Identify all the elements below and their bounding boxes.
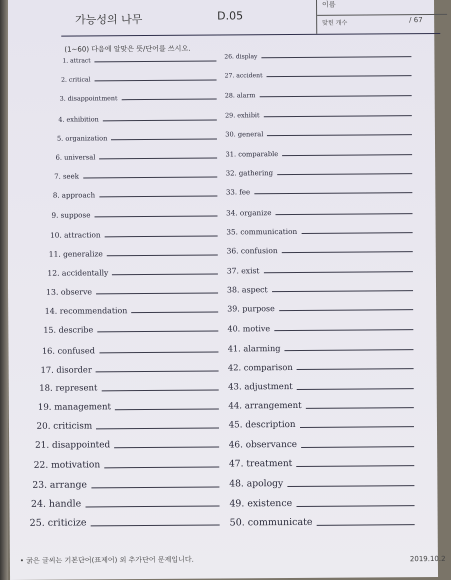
vocab-item: [45, 306, 219, 316]
answer-blank[interactable]: [296, 505, 414, 507]
vocab-item: [32, 478, 219, 490]
answer-blank[interactable]: [261, 56, 411, 58]
answer-blank[interactable]: [105, 235, 218, 237]
vocab-item: [225, 110, 412, 119]
vocab-word: 12. accidentally: [47, 268, 109, 278]
vocab-word: 9. suppose: [51, 210, 91, 221]
answer-blank[interactable]: [287, 485, 414, 487]
vocab-word: 8. approach: [52, 191, 96, 200]
vocab-word: 15. describe: [43, 325, 94, 336]
answer-blank[interactable]: [94, 80, 216, 82]
footnote: • 굵은 글씨는 기본단어(표제어) 외 추가단어 문제입니다.: [19, 555, 194, 565]
vocab-item: [38, 402, 219, 413]
answer-blank[interactable]: [297, 388, 414, 390]
vocab-item: [57, 133, 217, 142]
vocab-item: [224, 52, 411, 60]
answer-blank[interactable]: [267, 134, 412, 136]
instructions: (1~60) 다음에 알맞은 뜻/단어를 쓰시오.: [64, 44, 191, 54]
vocab-item: [227, 303, 413, 313]
vocab-word: 10. attraction: [50, 229, 101, 240]
vocab-item: [228, 361, 414, 372]
vocab-word: 33. fee: [225, 188, 251, 197]
name-label: 이름: [322, 0, 336, 9]
answer-blank[interactable]: [264, 115, 412, 117]
worksheet-code: D.05: [217, 9, 244, 23]
vocab-item: [30, 517, 220, 529]
vocab-word: 22. motivation: [33, 459, 101, 471]
date: 2019.10.2: [409, 554, 446, 564]
vocab-item: [225, 91, 412, 99]
vocab-item: [50, 229, 218, 239]
vocab-word: 37. exist: [226, 265, 260, 276]
answer-blank[interactable]: [274, 329, 413, 331]
vocab-word: 7. seek: [54, 172, 79, 181]
answer-blank[interactable]: [112, 273, 218, 275]
vocab-item: [61, 76, 217, 84]
answer-blank[interactable]: [297, 368, 414, 370]
vocab-item: [229, 458, 414, 469]
answer-blank[interactable]: [259, 95, 411, 97]
answer-blank[interactable]: [254, 192, 412, 194]
vocab-item: [54, 172, 217, 181]
vocab-word: 50. communicate: [229, 516, 313, 529]
vocab-item: [56, 152, 218, 161]
answer-blank[interactable]: [103, 119, 217, 121]
vocab-word: 3. disappointment: [59, 95, 118, 103]
vocab-word: 38. aspect: [226, 285, 268, 295]
vocab-item: [226, 226, 412, 236]
vocab-item: [227, 245, 413, 255]
answer-blank[interactable]: [85, 505, 219, 507]
vocab-word: 21. disappointed: [35, 440, 111, 452]
vocab-word: 11. generalize: [48, 248, 103, 259]
vocab-word: 28. alarm: [224, 91, 256, 100]
vocab-word: 25. criticize: [29, 517, 87, 529]
answer-blank[interactable]: [96, 293, 218, 295]
vocab-item: [227, 284, 413, 294]
vocab-item: [49, 248, 218, 258]
vocab-word: 32. gathering: [225, 169, 274, 178]
answer-blank[interactable]: [107, 254, 218, 256]
vocab-item: [42, 344, 219, 355]
vocab-word: 13. observe: [46, 287, 93, 297]
vocab-item: [36, 421, 219, 432]
answer-blank[interactable]: [99, 196, 217, 198]
answer-blank[interactable]: [104, 466, 219, 468]
vocab-word: 39. purpose: [227, 304, 275, 314]
vocab-word: 48. apology: [229, 478, 284, 490]
score-total: / 67: [409, 16, 423, 25]
vocab-item: [47, 267, 218, 277]
vocab-item: [230, 516, 415, 528]
vocab-word: 46. observance: [228, 439, 298, 451]
vocab-word: 49. existence: [229, 497, 293, 510]
vocab-word: 20. criticism: [36, 421, 93, 432]
vocab-item: [62, 57, 216, 65]
answer-blank[interactable]: [91, 486, 219, 488]
vocab-item: [60, 95, 217, 103]
answer-blank[interactable]: [101, 389, 218, 391]
vocab-item: [35, 440, 219, 451]
vocab-word: 45. description: [228, 420, 296, 431]
answer-blank[interactable]: [267, 75, 412, 77]
vocab-word: 1. attract: [62, 57, 91, 65]
vocab-word: 24. handle: [30, 498, 82, 510]
vocab-word: 14. recommendation: [44, 306, 128, 316]
vocab-word: 4. exhibition: [58, 114, 99, 124]
answer-blank[interactable]: [300, 426, 414, 428]
vocab-word: 31. comparable: [225, 149, 279, 159]
vocab-item: [41, 363, 219, 374]
answer-blank[interactable]: [99, 157, 217, 159]
vocab-item: [39, 382, 219, 393]
vocab-word: 5. organization: [56, 133, 108, 143]
answer-blank[interactable]: [285, 349, 414, 351]
vocab-word: 26. display: [224, 53, 258, 61]
vocab-word: 27. accident: [224, 72, 263, 80]
vocab-item: [51, 210, 217, 220]
name-score-box: [316, 0, 447, 34]
name-row: [317, 0, 447, 16]
vocab-word: 40. motive: [227, 323, 271, 334]
vocab-word: 42. comparison: [227, 362, 293, 373]
answer-blank[interactable]: [272, 290, 413, 292]
vocab-item: [228, 400, 414, 411]
vocab-item: [58, 114, 217, 123]
answer-blank[interactable]: [277, 173, 412, 175]
vocab-word: 23. arrange: [32, 479, 87, 491]
vocab-item: [229, 439, 414, 450]
vocab-word: 30. general: [225, 130, 264, 139]
answer-blank[interactable]: [99, 351, 218, 353]
vocab-word: 18. represent: [39, 383, 98, 394]
answer-blank[interactable]: [97, 331, 218, 333]
answer-blank[interactable]: [96, 370, 219, 372]
vocab-word: 47. treatment: [228, 459, 293, 470]
answer-blank[interactable]: [282, 251, 413, 253]
vocab-word: 43. adjustment: [228, 381, 293, 393]
answer-blank[interactable]: [115, 409, 219, 411]
vocab-word: 44. arrangement: [228, 400, 302, 412]
vocab-item: [31, 497, 220, 509]
answer-blank[interactable]: [279, 309, 413, 311]
vocab-word: 29. exhibit: [225, 111, 260, 120]
answer-blank[interactable]: [91, 525, 220, 527]
answer-blank[interactable]: [301, 232, 412, 234]
vocab-word: 41. alarming: [227, 343, 281, 354]
vocab-item: [226, 168, 413, 177]
worksheet: [6, 0, 446, 580]
answer-blank[interactable]: [301, 446, 414, 448]
vocab-item: [46, 287, 218, 297]
vocab-item: [225, 129, 412, 138]
vocab-item: [227, 323, 413, 333]
answer-blank[interactable]: [114, 447, 219, 449]
vocab-item: [226, 187, 412, 196]
vocab-word: 16. confused: [41, 344, 95, 356]
vocab-item: [227, 265, 413, 275]
answer-blank[interactable]: [83, 177, 217, 179]
vocab-item: [229, 497, 414, 509]
answer-blank[interactable]: [306, 407, 414, 409]
answer-blank[interactable]: [275, 213, 412, 215]
vocab-item: [229, 477, 414, 489]
worksheet-title: 가능성의 나무: [75, 13, 143, 27]
score-label: 맞힌 개수: [322, 19, 348, 27]
vocab-item: [53, 191, 218, 200]
answer-blank[interactable]: [95, 61, 217, 63]
worksheet-header: [61, 0, 440, 37]
vocab-item: [225, 149, 412, 158]
vocab-word: 6. universal: [55, 153, 96, 162]
answer-blank[interactable]: [121, 99, 216, 101]
vocab-word: 19. management: [37, 402, 112, 413]
vocab-word: 36. confusion: [226, 246, 278, 256]
answer-blank[interactable]: [111, 138, 217, 140]
left-edge-shadow: [0, 0, 8, 580]
vocab-item: [34, 459, 220, 470]
answer-blank[interactable]: [131, 312, 218, 314]
answer-blank[interactable]: [282, 154, 412, 156]
answer-blank[interactable]: [263, 271, 412, 273]
vocab-item: [228, 342, 414, 353]
vocab-word: 17. disorder: [40, 364, 92, 375]
answer-blank[interactable]: [296, 465, 414, 467]
vocab-item: [225, 71, 412, 79]
vocab-item: [43, 325, 218, 335]
vocab-word: 34. organize: [226, 207, 272, 218]
vocab-item: [229, 419, 414, 430]
answer-blank[interactable]: [317, 524, 415, 526]
vocab-item: [228, 381, 414, 392]
vocab-item: [226, 207, 412, 217]
vocab-word: 35. communication: [226, 226, 298, 237]
answer-blank[interactable]: [96, 428, 219, 430]
answer-blank[interactable]: [94, 216, 217, 218]
vocab-word: 2. critical: [61, 76, 91, 84]
